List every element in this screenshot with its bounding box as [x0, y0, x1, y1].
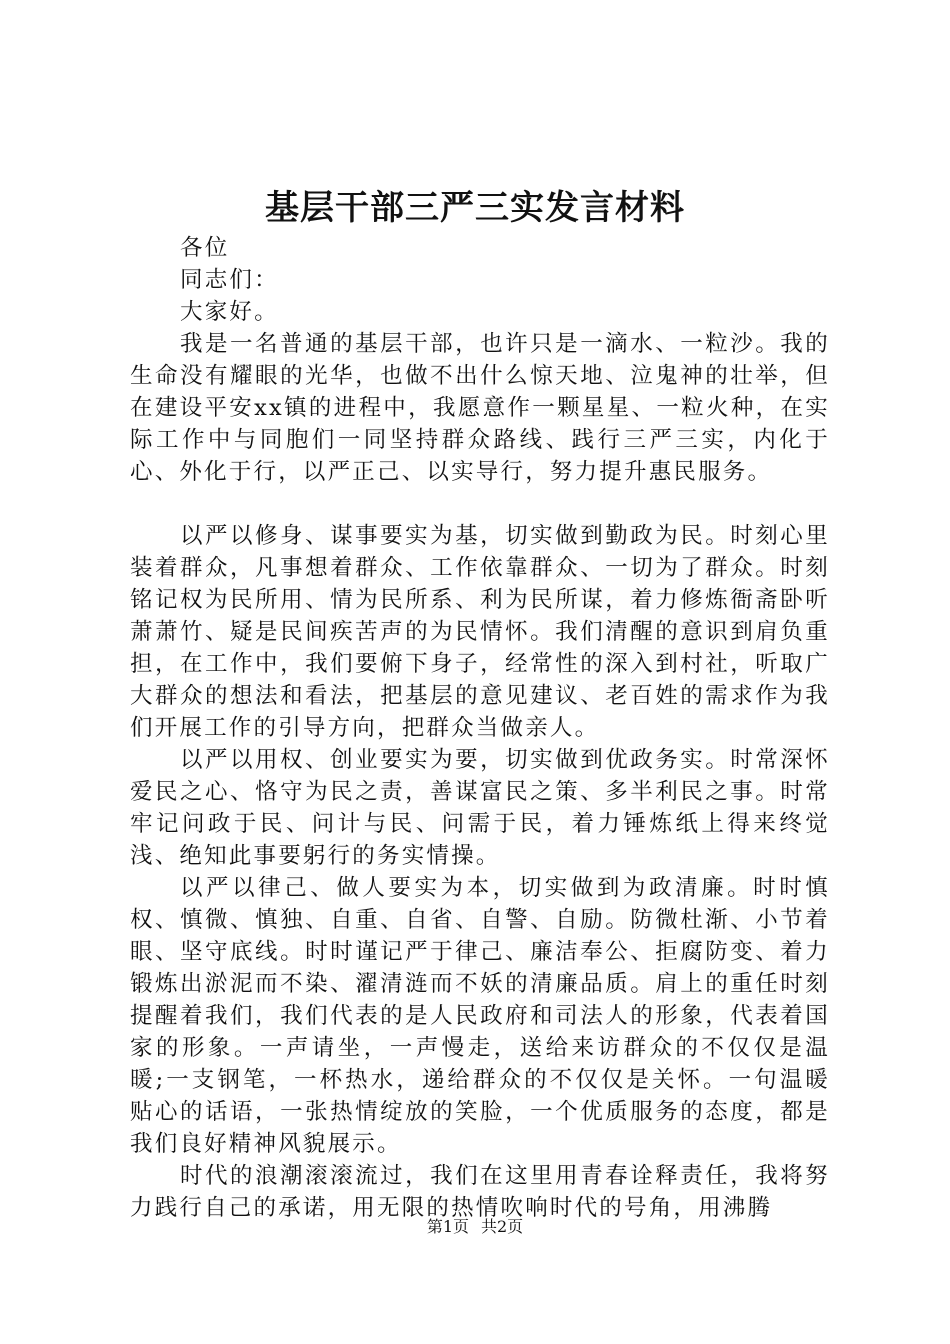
paragraph-self-cultivation: 以严以修身、谋事要实为基，切实做到勤政为民。时刻心里装着群众，凡事想着群众、工作依靠群众、一切为了群众。时刻铭记权为民所用、情为民所系、利为民所谋，着力修炼衙斋卧听萧萧竹、疑是民间疾苦声的为民情怀。我们清醒的意识到肩负重担，在工作中，我们要俯下身子，经常性的深入到村社，听取广大群众的想法和看法，把基层的意见建议、老百姓的需求作为我们开展工作的引导方向，把群众当做亲人。 — [130, 523, 830, 741]
page-number: 第1页 — [426, 1217, 469, 1236]
paragraph-closing: 时代的浪潮滚滚流过，我们在这里用青春诠释责任，我将努力践行自己的承诺，用无限的热情吹响时代的号角，用沸腾 — [130, 1163, 830, 1221]
page-footer — [0, 1216, 950, 1238]
document-body — [130, 232, 830, 1224]
salutation-line-1: 各位 — [180, 235, 230, 261]
greeting-line: 大家好。 — [180, 299, 279, 325]
page-total: 共2页 — [481, 1217, 524, 1236]
paragraph-self-discipline: 以严以律己、做人要实为本，切实做到为政清廉。时时慎权、慎微、慎独、自重、自省、自警、自励。防微杜渐、小节着眼、坚守底线。时时谨记严于律己、廉洁奉公、拒腐防变、着力锻炼出淤泥而不染、濯清涟而不妖的清廉品质。肩上的重任时刻提醒着我们，我们代表的是人民政府和司法人的形象，代表着国家的形象。一声请坐，一声慢走，送给来访群众的不仅仅是温暖;一支钢笔，一杯热水，递给群众的不仅仅是关怀。一句温暖贴心的话语，一张热情绽放的笑脸，一个优质服务的态度，都是我们良好精神风貌展示。 — [130, 875, 830, 1157]
salutation-line-2: 同志们： — [180, 267, 279, 293]
paragraph-intro: 我是一名普通的基层干部，也许只是一滴水、一粒沙。我的生命没有耀眼的光华，也做不出什么惊天地、泣鬼神的壮举，但在建设平安xx镇的进程中，我愿意作一颗星星、一粒火种，在实际工作中与同胞们一同坚持群众路线、践行三严三实，内化于心、外化于行，以严正己、以实导行，努力提升惠民服务。 — [130, 331, 830, 485]
paragraph-use-of-power: 以严以用权、创业要实为要，切实做到优政务实。时常深怀爱民之心、恪守为民之责，善谋富民之策、多半利民之事。时常牢记问政于民、问计与民、问需于民，着力锤炼纸上得来终觉浅、绝知此事要躬行的务实情操。 — [130, 747, 830, 869]
document-title: 基层干部三严三实发言材料 — [265, 188, 685, 228]
